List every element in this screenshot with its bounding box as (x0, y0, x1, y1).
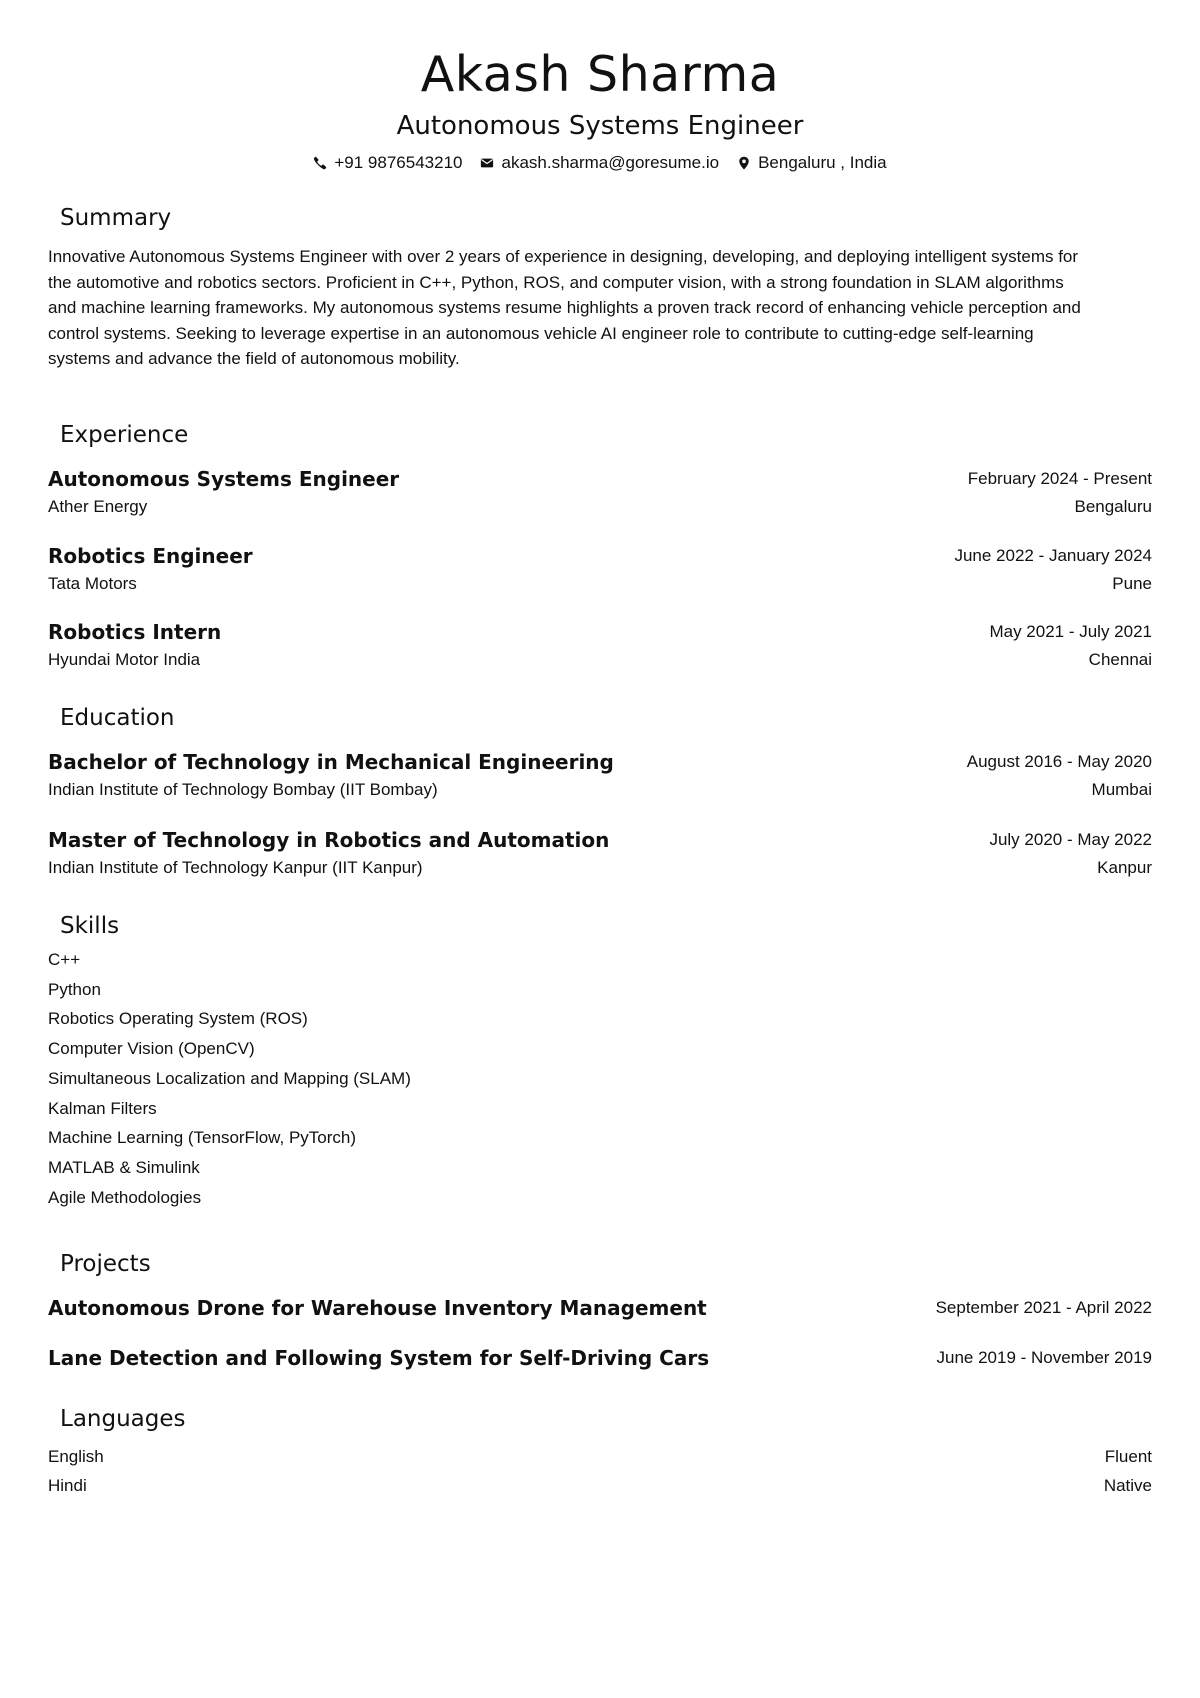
skill-item: Machine Learning (TensorFlow, PyTorch) (48, 1128, 357, 1148)
summary-line: Innovative Autonomous Systems Engineer with over 2 years of experience in designing, developing, and deploying intelligent systems for (48, 247, 1079, 266)
section-heading-summary: Summary (60, 205, 172, 231)
contact-bar (48, 152, 1152, 174)
summary-line: and machine learning frameworks. My autonomous systems resume highlights a proven track record of enhancing vehicle perception and (48, 298, 1081, 318)
map-pin-icon (737, 156, 751, 170)
contact-phone[interactable] (313, 152, 462, 174)
skill-item: Python (48, 979, 101, 999)
education-location: Kanpur (1097, 858, 1152, 877)
degree-title: Bachelor of Technology in Mechanical Engineering (48, 750, 614, 774)
language-level: Native (1103, 1476, 1152, 1495)
phone-icon (313, 156, 327, 170)
skills-section (48, 911, 1152, 1212)
contact-location (737, 152, 887, 174)
phone-number: +91 9876543210 (334, 153, 463, 172)
project-dates: June 2019 - November 2019 (936, 1348, 1152, 1367)
experience-entry (48, 465, 1152, 520)
institution-name: Indian Institute of Technology Bombay (IIT Bombay) (48, 780, 438, 799)
job-location: Pune (1112, 574, 1152, 593)
education-dates: July 2020 - May 2022 (989, 830, 1152, 849)
education-section (48, 703, 1152, 733)
skill-item: Kalman Filters (48, 1098, 157, 1118)
section-heading-experience: Experience (60, 422, 189, 448)
job-dates: May 2021 - July 2021 (989, 622, 1152, 641)
languages-list (48, 1442, 1152, 1500)
skill-item: MATLAB & Simulink (48, 1157, 200, 1177)
job-dates: February 2024 - Present (967, 469, 1152, 488)
contact-email[interactable] (480, 152, 719, 174)
email-address: akash.sharma@goresume.io (501, 153, 720, 172)
languages-section (48, 1404, 1152, 1500)
language-item (48, 1442, 1152, 1471)
skill-item: Robotics Operating System (ROS) (48, 1009, 308, 1029)
summary-line: control systems. Seeking to leverage expertise in an autonomous vehicle AI engineer role to contribute to cutting-edge self-learning (48, 323, 1034, 343)
candidate-name: Akash Sharma (420, 46, 780, 103)
section-heading-skills: Skills (60, 913, 120, 939)
language-item (48, 1471, 1152, 1500)
location-text: Bengaluru , India (758, 153, 887, 172)
education-entry (48, 748, 1152, 803)
company-name: Tata Motors (48, 574, 137, 593)
language-level: Fluent (1104, 1447, 1152, 1466)
job-title: Autonomous Systems Engineer (48, 467, 400, 491)
skill-item: Computer Vision (OpenCV) (48, 1039, 255, 1059)
language-name: Hindi (48, 1476, 87, 1495)
projects-section (48, 1249, 1152, 1279)
skill-item: C++ (48, 950, 81, 969)
project-title: Autonomous Drone for Warehouse Inventory Management (48, 1296, 707, 1320)
education-dates: August 2016 - May 2020 (966, 752, 1152, 771)
job-title: Robotics Engineer (48, 544, 253, 568)
job-location: Chennai (1088, 650, 1152, 669)
experience-entry (48, 618, 1152, 673)
project-entry (48, 1294, 1152, 1322)
candidate-title: Autonomous Systems Engineer (396, 111, 804, 141)
project-title: Lane Detection and Following System for Self-Driving Cars (48, 1346, 710, 1370)
company-name: Ather Energy (48, 497, 148, 516)
section-heading-projects: Projects (60, 1251, 151, 1277)
experience-entry (48, 542, 1152, 597)
skill-item: Simultaneous Localization and Mapping (SLAM) (48, 1068, 411, 1088)
experience-section (48, 420, 1152, 450)
skill-item: Agile Methodologies (48, 1187, 202, 1207)
skills-list (48, 945, 1152, 1212)
summary-section (48, 203, 1152, 372)
summary-paragraph (48, 244, 1152, 372)
project-entry (48, 1344, 1152, 1372)
summary-line: the automotive and robotics sectors. Proficient in C++, Python, ROS, and computer vision, with a strong foundation in SLAM algorithms (48, 272, 1064, 292)
education-entry (48, 826, 1152, 881)
section-heading-education: Education (60, 705, 175, 731)
envelope-icon (480, 156, 494, 170)
job-title: Robotics Intern (48, 620, 222, 644)
language-name: English (48, 1447, 104, 1466)
degree-title: Master of Technology in Robotics and Automation (48, 828, 610, 852)
job-dates: June 2022 - January 2024 (954, 546, 1152, 565)
education-location: Mumbai (1091, 780, 1152, 799)
section-heading-languages: Languages (60, 1406, 186, 1432)
job-location: Bengaluru (1074, 497, 1152, 516)
company-name: Hyundai Motor India (48, 650, 201, 669)
project-dates: September 2021 - April 2022 (935, 1298, 1152, 1317)
summary-line: systems and advance the field of autonomous mobility. (48, 349, 460, 369)
resume-header (48, 0, 1152, 174)
institution-name: Indian Institute of Technology Kanpur (IIT Kanpur) (48, 858, 423, 877)
